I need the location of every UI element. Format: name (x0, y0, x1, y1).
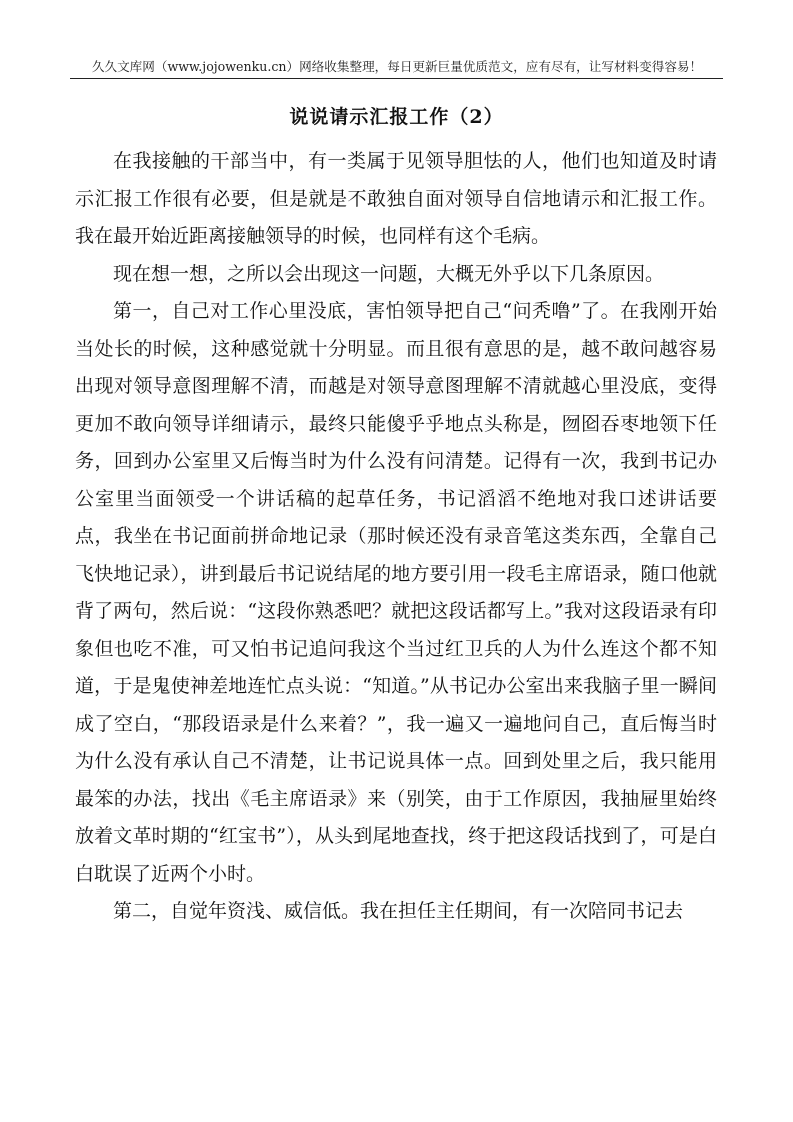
page-header-text: 久久文库网（www.jojowenku.cn）网络收集整理，每日更新巨量优质范文，应有尽有，让写材料变得容易！ (91, 59, 703, 74)
body-paragraph: 现在想一想，之所以会出现这一问题，大概无外乎以下几条原因。 (113, 262, 665, 285)
document-title: 说说请示汇报工作（2） (289, 106, 504, 128)
body-paragraph: 第二，自觉年资浅、威信低。我在担任主任期间，有一次陪同书记去 (113, 900, 684, 922)
header-divider (70, 78, 723, 79)
body-paragraph: 第一，自己对工作心里没底，害怕领导把自己“问秃噜”了。在我刚开始当处长的时候，这种感觉就十分明显。而且很有意思的是，越不敢问越容易出现对领导意图理解不清，而越是对领导意图理解不清就越心里没底，变得更加不敢向领导详细请示，最终只能傻乎乎地点头称是，囫囵吞枣地领下任务，回到办公室里又后悔当时为什么没有问清楚。记得有一次，我到书记办公室里当面领受一个讲话稿的起草任务，书记滔滔不绝地对我口述讲话要点，我坐在书记面前拼命地记录（那时候还没有录音笔这类东西，全靠自己飞快地记录），讲到最后书记说结尾的地方要引用一段毛主席语录，随口他就背了两句，然后说：“这段你熟悉吧？就把这段话都写上。”我对这段语录有印象但也吃不准，可又怕书记追问我这个当过红卫兵的人为什么连这个都不知道，于是鬼使神差地连忙点头说：“知道。”从书记办公室出来我脑子里一瞬间成了空白，“那段语录是什么来着？”，我一遍又一遍地问自己，直后悔当时为什么没有承认自己不清楚，让书记说具体一点。回到处里之后，我只能用最笨的办法，找出《毛主席语录》来（别笑，由于工作原因，我抽屉里始终放着文革时期的“红宝书”），从头到尾地查找，终于把这段话找到了，可是白白耽误了近两个小时。 (75, 300, 717, 885)
document-body (75, 143, 717, 931)
body-paragraph: 在我接触的干部当中，有一类属于见领导胆怯的人，他们也知道及时请示汇报工作很有必要，但是就是不敢独自面对领导自信地请示和汇报工作。我在最开始近距离接触领导的时候，也同样有这个毛病。 (75, 150, 717, 247)
